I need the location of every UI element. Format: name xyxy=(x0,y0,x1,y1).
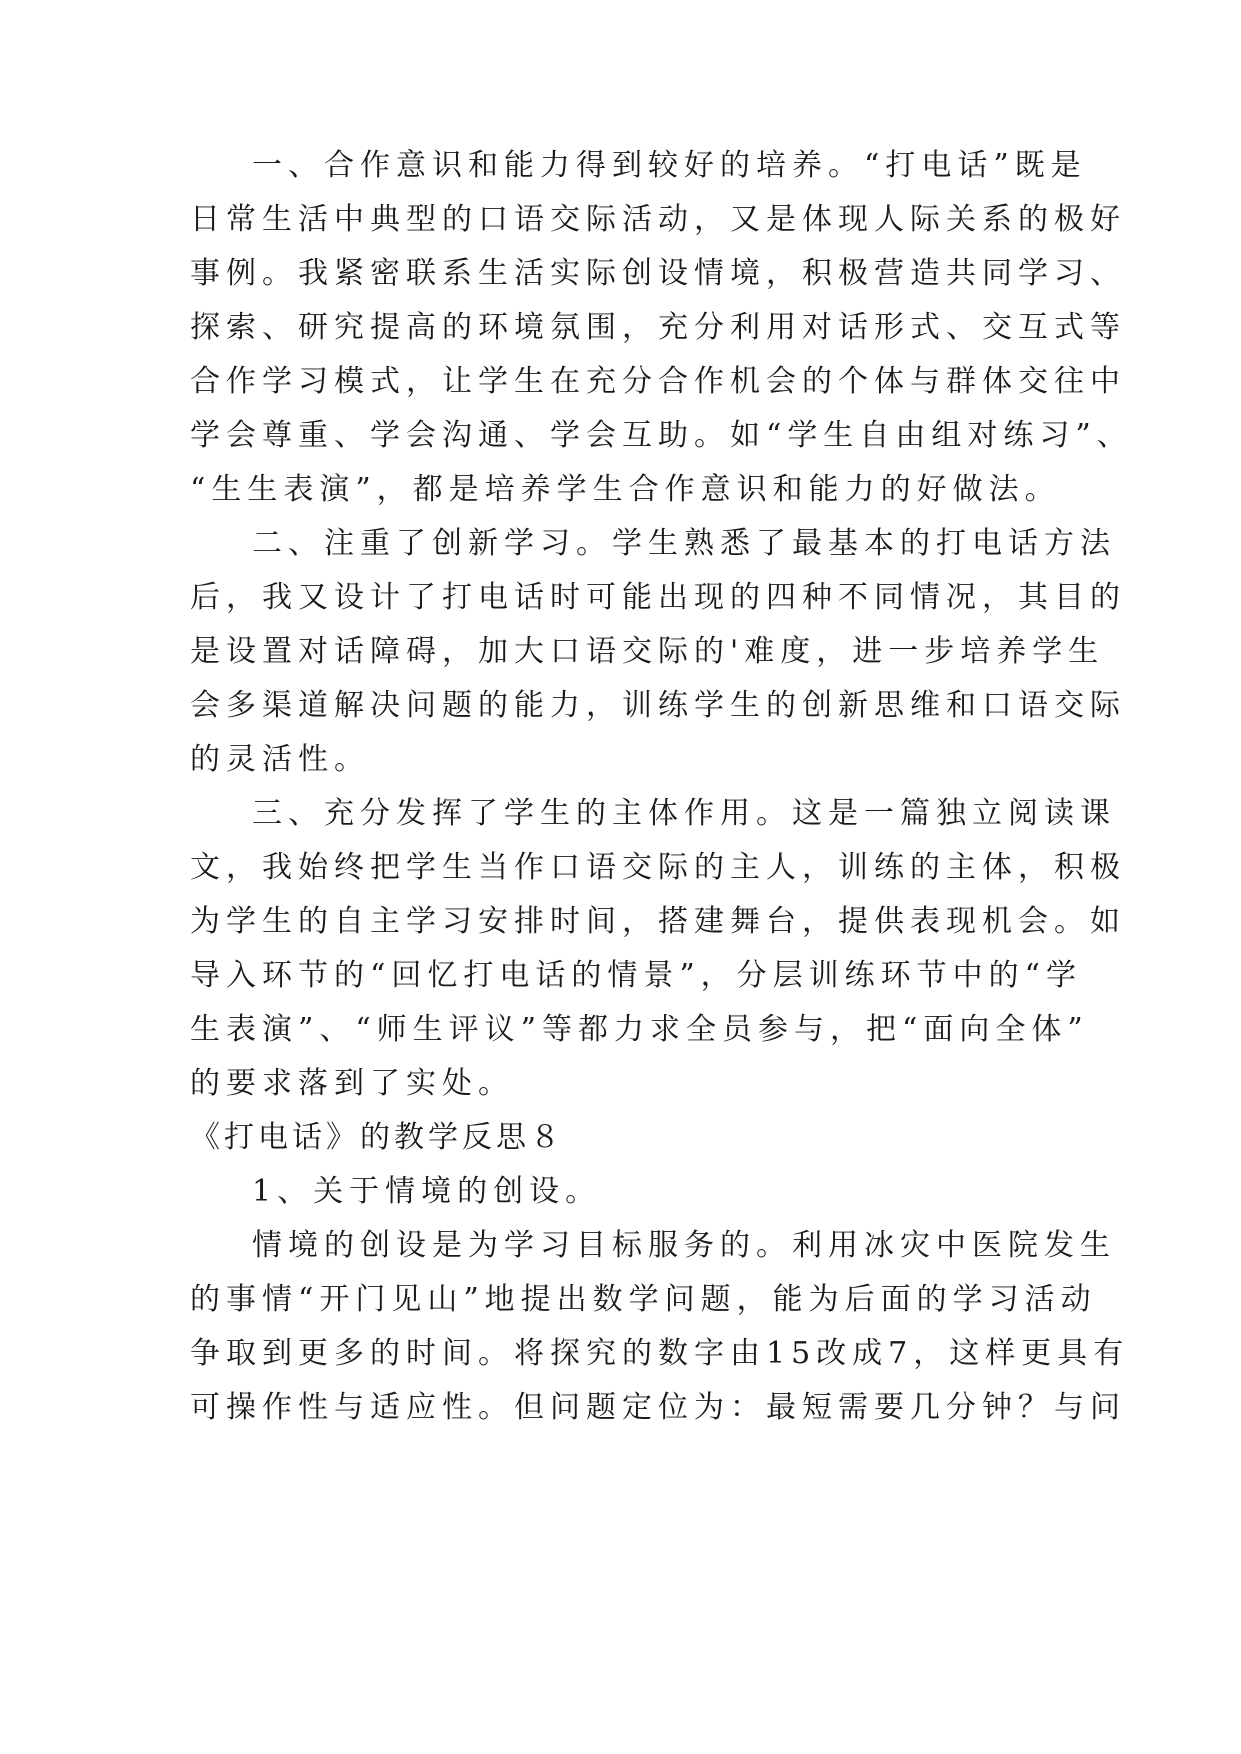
paragraph-3-line-2: 文，我始终把学生当作口语交际的主人，训练的主体，积极 xyxy=(190,850,1126,885)
paragraph-1-line-1: 一、合作意识和能力得到较好的培养。“打电话”既是 xyxy=(252,148,1087,183)
paragraph-3-line-4: 导入环节的“回忆打电话的情景”，分层训练环节中的“学 xyxy=(190,958,1083,993)
paragraph-1-line-7: “生生表演”，都是培养学生合作意识和能力的好做法。 xyxy=(190,472,1061,507)
paragraph-2-line-2: 后，我又设计了打电话时可能出现的四种不同情况，其目的 xyxy=(190,580,1126,615)
paragraph-3-line-3: 为学生的自主学习安排时间，搭建舞台，提供表现机会。如 xyxy=(190,904,1126,939)
paragraph-1-line-2: 日常生活中典型的口语交际活动，又是体现人际关系的极好 xyxy=(190,202,1126,237)
paragraph-4-line-2: 的事情“开门见山”地提出数学问题，能为后面的学习活动 xyxy=(190,1282,1097,1317)
paragraph-1-line-4: 探索、研究提高的环境氛围，充分利用对话形式、交互式等 xyxy=(190,310,1126,345)
paragraph-4-line-4: 可操作性与适应性。但问题定位为：最短需要几分钟？与问 xyxy=(190,1390,1126,1425)
paragraph-4-line-3: 争取到更多的时间。将探究的数字由15改成7，这样更具有 xyxy=(190,1336,1130,1371)
paragraph-3-line-1: 三、充分发挥了学生的主体作用。这是一篇独立阅读课 xyxy=(252,796,1116,831)
paragraph-2-line-5: 的灵活性。 xyxy=(190,742,370,777)
paragraph-2-line-3: 是设置对话障碍，加大口语交际的'难度，进一步培养学生 xyxy=(190,634,1105,669)
paragraph-4-line-1: 情境的创设是为学习目标服务的。利用冰灾中医院发生 xyxy=(252,1228,1116,1263)
paragraph-1-line-3: 事例。我紧密联系生活实际创设情境，积极营造共同学习、 xyxy=(190,256,1126,291)
paragraph-2-line-1: 二、注重了创新学习。学生熟悉了最基本的打电话方法 xyxy=(252,526,1116,561)
paragraph-2-line-4: 会多渠道解决问题的能力，训练学生的创新思维和口语交际 xyxy=(190,688,1126,723)
paragraph-1-line-6: 学会尊重、学会沟通、学会互助。如“学生自由组对练习”、 xyxy=(190,418,1133,453)
section-heading: 《打电话》的教学反思８ xyxy=(190,1120,564,1155)
subheading: 1、关于情境的创设。 xyxy=(252,1174,602,1209)
paragraph-1-line-5: 合作学习模式，让学生在充分合作机会的个体与群体交往中 xyxy=(190,364,1126,399)
paragraph-3-line-5: 生表演”、“师生评议”等都力求全员参与，把“面向全体” xyxy=(190,1012,1089,1047)
paragraph-3-line-6: 的要求落到了实处。 xyxy=(190,1066,514,1101)
